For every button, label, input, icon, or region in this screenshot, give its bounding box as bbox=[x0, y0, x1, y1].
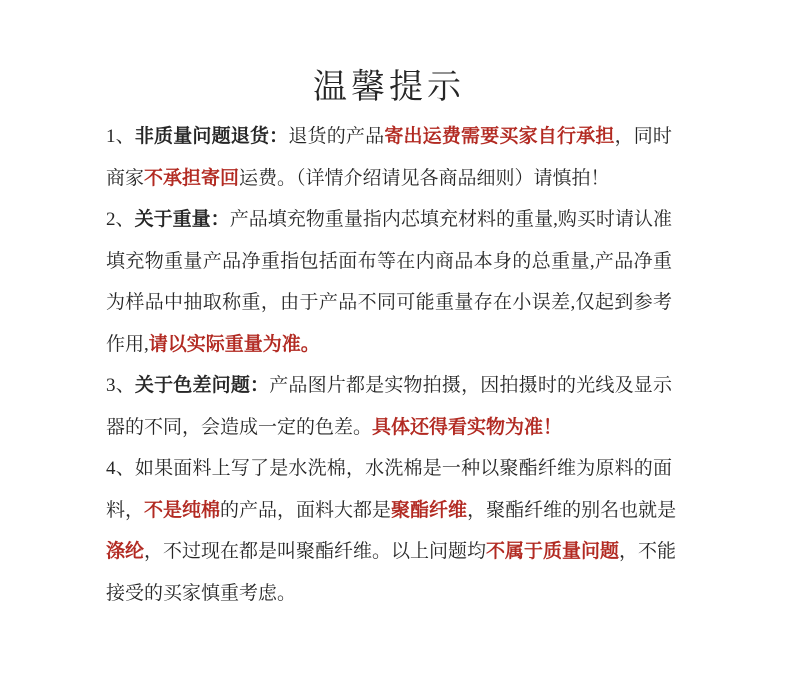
text-run: 作用, bbox=[106, 333, 149, 355]
notice-body bbox=[106, 116, 677, 614]
text-run-emphasis: 不属于质量问题 bbox=[486, 541, 620, 562]
text-line bbox=[106, 241, 672, 283]
text-line bbox=[106, 116, 672, 158]
text-run: ，不过现在都是叫聚酯纤维。以上问题均 bbox=[144, 541, 487, 562]
notice-paragraph bbox=[106, 448, 677, 614]
text-run: 退货的产品 bbox=[288, 126, 385, 147]
text-run-emphasis: 请以实际重量为准。 bbox=[148, 333, 320, 355]
text-run: 4、如果面料上写了是水洗棉，水洗棉是一种以聚酯纤维为原料的面 bbox=[106, 458, 672, 479]
notice-title: 温馨提示 bbox=[313, 69, 465, 106]
text-run: 为样品中抽取称重，由于产品不同可能重量存在小误差,仅起到参考 bbox=[106, 292, 672, 313]
text-run-bold: 关于重量： bbox=[134, 209, 230, 230]
text-line bbox=[106, 448, 672, 490]
text-run-emphasis: 不承担寄回 bbox=[144, 167, 240, 189]
text-line bbox=[106, 324, 672, 366]
text-run-emphasis: 具体还得看实物为准！ bbox=[372, 416, 563, 438]
text-line bbox=[106, 199, 672, 241]
text-run-bold: 非质量问题退货： bbox=[134, 126, 289, 147]
text-run: ，聚酯纤维的别名也就是 bbox=[467, 499, 677, 521]
text-run: ，同时 bbox=[614, 126, 672, 147]
text-run: 产品填充物重量指内芯填充材料的重量,购买时请认准 bbox=[229, 209, 672, 230]
text-run-bold: 关于色差问题： bbox=[134, 375, 270, 396]
reminder-notice bbox=[106, 0, 677, 614]
text-run: 料， bbox=[106, 499, 145, 521]
text-run-emphasis: 寄出运费需要买家自行承担 bbox=[384, 126, 615, 147]
text-run-emphasis: 聚酯纤维 bbox=[391, 499, 468, 521]
text-run: 3、 bbox=[106, 375, 135, 396]
text-line bbox=[106, 365, 672, 407]
text-run: 产品图片都是实物拍摄，因拍摄时的光线及显示 bbox=[269, 375, 672, 396]
text-line bbox=[106, 573, 672, 615]
text-run: 1、 bbox=[106, 126, 135, 147]
text-run-emphasis: 不是纯棉 bbox=[144, 499, 221, 521]
text-run: 填充物重量产品净重指包括面布等在内商品本身的总重量,产品净重 bbox=[106, 250, 672, 272]
text-run: ，不能 bbox=[619, 541, 677, 562]
notice-paragraph bbox=[106, 365, 672, 448]
text-run-emphasis: 涤纶 bbox=[106, 541, 145, 562]
notice-paragraph bbox=[106, 199, 672, 365]
text-line bbox=[106, 158, 672, 200]
text-line bbox=[106, 490, 677, 532]
text-line bbox=[106, 282, 672, 324]
text-run: 2、 bbox=[106, 209, 135, 230]
text-run: 商家 bbox=[106, 167, 145, 189]
text-line bbox=[106, 531, 677, 573]
text-line bbox=[106, 407, 672, 449]
text-run: 的产品，面料大都是 bbox=[220, 499, 392, 521]
text-run: 器的不同，会造成一定的色差。 bbox=[106, 416, 373, 438]
text-run: 运费。（详情介绍请见各商品细则）请慎拍！ bbox=[239, 167, 610, 189]
notice-paragraph bbox=[106, 116, 672, 199]
text-run: 接受的买家慎重考虑。 bbox=[106, 582, 297, 604]
